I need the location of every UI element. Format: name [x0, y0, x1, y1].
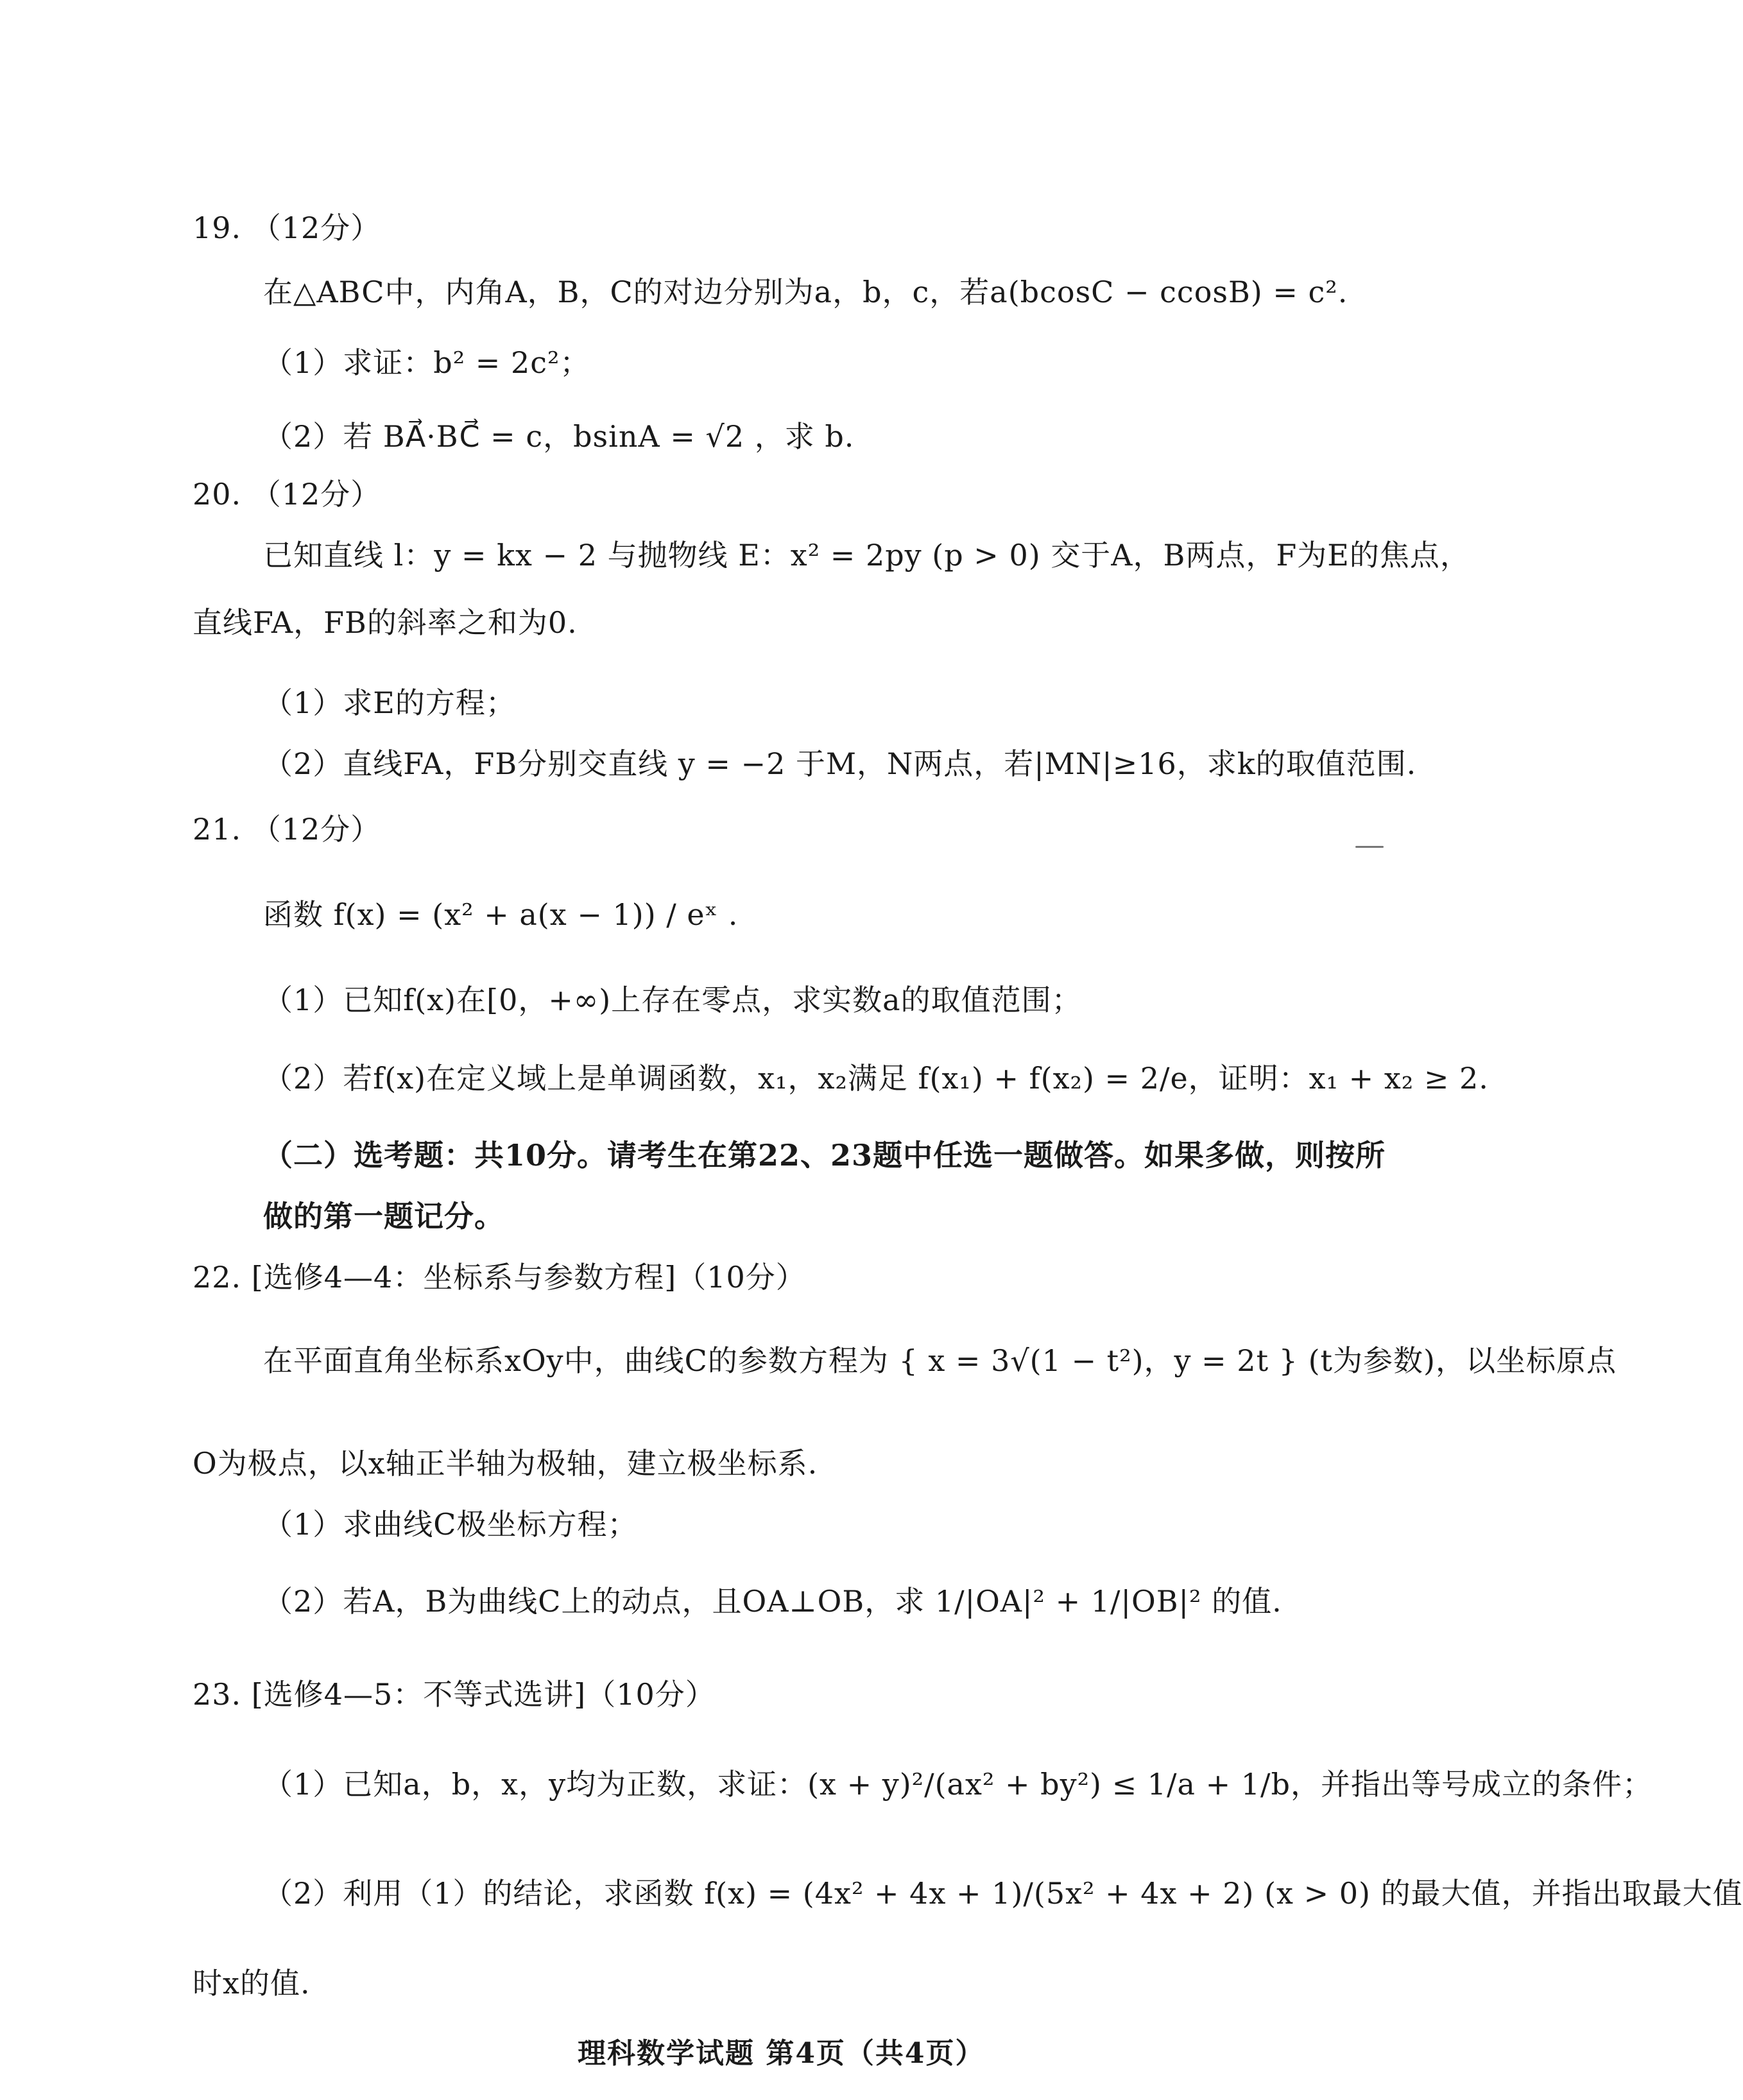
q19-part2: （2）若 BA⃗·BC⃗ = c，bsinA = √2 ，求 b.	[263, 419, 855, 454]
q22-part2: （2）若A，B为曲线C上的动点，且OA⊥OB，求 1/|OA|² + 1/|OB|² 的值.	[263, 1584, 1282, 1619]
q22-stem-line1: 在平面直角坐标系xOy中，曲线C的参数方程为 { x = 3√(1 − t²)，y = 2t } (t为参数)，以坐标原点	[263, 1343, 1617, 1378]
scan-mark	[1355, 846, 1384, 848]
q23-part2-tail: 时x的值.	[193, 1966, 311, 2001]
q21-header: 21. （12分）	[193, 812, 381, 847]
q23-part2: （2）利用（1）的结论，求函数 f(x) = (4x² + 4x + 1)/(5x² + 4x + 2) (x > 0) 的最大值，并指出取最大值	[263, 1876, 1743, 1911]
page-footer: 理科数学试题 第4页（共4页）	[578, 2037, 985, 2070]
q20-stem-line2: 直线FA，FB的斜率之和为0.	[193, 605, 578, 640]
elective-note-line1: （二）选考题：共10分。请考生在第22、23题中任选一题做答。如果多做，则按所	[263, 1138, 1386, 1173]
q22-part1: （1）求曲线C极坐标方程；	[263, 1507, 638, 1542]
q20-header: 20. （12分）	[193, 477, 381, 512]
q19-header: 19. （12分）	[193, 211, 381, 245]
q21-part2: （2）若f(x)在定义域上是单调函数，x₁，x₂满足 f(x₁) + f(x₂) = 2/e，证明：x₁ + x₂ ≥ 2.	[263, 1061, 1489, 1096]
q23-part1: （1）已知a，b，x，y均为正数，求证：(x + y)²/(ax² + by²) ≤ 1/a + 1/b，并指出等号成立的条件；	[263, 1767, 1653, 1802]
q19-part1: （1）求证：b² = 2c²；	[263, 345, 590, 380]
q20-part1: （1）求E的方程；	[263, 685, 516, 720]
q21-part1: （1）已知f(x)在[0，+∞)上存在零点，求实数a的取值范围；	[263, 983, 1082, 1017]
q23-header: 23. [选修4—5：不等式选讲]（10分）	[193, 1677, 716, 1712]
q22-header: 22. [选修4—4：坐标系与参数方程]（10分）	[193, 1260, 806, 1295]
q20-part2: （2）直线FA，FB分别交直线 y = −2 于M，N两点，若|MN|≥16，求k的取值范围.	[263, 746, 1417, 781]
q21-function: 函数 f(x) = (x² + a(x − 1)) / eˣ .	[263, 897, 739, 932]
q22-stem-line2: O为极点，以x轴正半轴为极轴，建立极坐标系.	[193, 1446, 818, 1481]
q20-stem-line1: 已知直线 l：y = kx − 2 与抛物线 E：x² = 2py (p > 0) 交于A，B两点，F为E的焦点，	[263, 538, 1470, 572]
q19-stem: 在△ABC中，内角A，B，C的对边分别为a，b，c，若a(bcosC − ccosB) = c².	[263, 275, 1348, 309]
elective-note-line2: 做的第一题记分。	[263, 1199, 504, 1234]
